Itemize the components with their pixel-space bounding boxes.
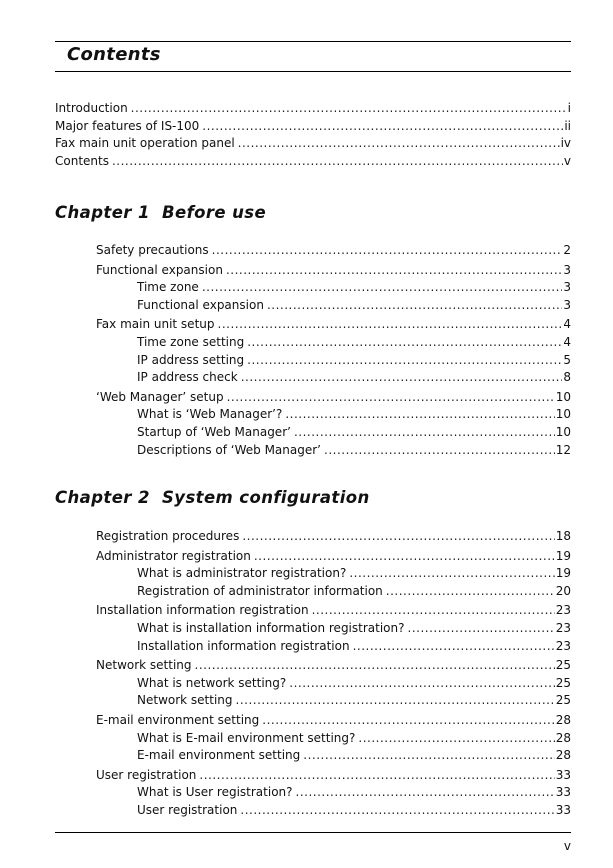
toc-entry-label: Major features of IS-100 xyxy=(55,118,200,133)
toc-entry[interactable] xyxy=(55,638,571,656)
toc-entry-page: 33 xyxy=(555,802,571,817)
toc-entry-page: 25 xyxy=(555,675,571,690)
toc-entry-page: 25 xyxy=(555,658,571,673)
toc-entry[interactable] xyxy=(55,442,571,460)
toc-entry-label: Network setting xyxy=(137,693,233,708)
bottom-rule xyxy=(55,832,571,833)
toc-entry[interactable] xyxy=(55,424,571,442)
chapter-2-number: Chapter 2 xyxy=(55,488,150,507)
toc-entry[interactable] xyxy=(55,675,571,693)
dot-leader xyxy=(353,638,555,656)
toc-entry-page: 28 xyxy=(555,712,571,727)
toc-entry-label: Startup of ‘Web Manager’ xyxy=(137,424,291,439)
toc-entry-label: What is network setting? xyxy=(137,675,287,690)
toc-entry-label: IP address setting xyxy=(137,352,245,367)
title-underline xyxy=(55,71,571,72)
toc-entry-page: 23 xyxy=(555,620,571,635)
toc-entry-page: 33 xyxy=(555,767,571,782)
toc-entry[interactable] xyxy=(55,712,571,730)
dot-leader xyxy=(112,153,563,171)
toc-entry-page: 2 xyxy=(563,243,571,257)
dot-leader xyxy=(289,675,554,693)
toc-entry-label: Administrator registration xyxy=(96,548,251,563)
toc-entry[interactable] xyxy=(55,620,571,638)
toc-entry-label: Introduction xyxy=(55,101,128,115)
toc-entry[interactable] xyxy=(55,692,571,710)
dot-leader xyxy=(408,620,555,638)
toc-entry[interactable] xyxy=(55,135,571,153)
toc-entry[interactable] xyxy=(55,406,571,424)
toc-entry-page: 8 xyxy=(563,370,571,385)
toc-entry-page: 5 xyxy=(563,352,571,367)
dot-leader xyxy=(349,565,554,583)
toc-entry-label: ‘Web Manager’ setup xyxy=(96,389,224,404)
toc-entry-label: What is installation information registration? xyxy=(137,620,405,635)
dot-leader xyxy=(242,528,554,546)
chapter-1-number: Chapter 1 xyxy=(55,203,150,222)
dot-leader xyxy=(267,297,562,315)
toc-entry-label: Fax main unit setup xyxy=(96,317,215,332)
dot-leader xyxy=(195,657,555,675)
dot-leader xyxy=(254,548,555,566)
toc-entry[interactable] xyxy=(55,389,571,407)
dot-leader xyxy=(227,389,555,407)
front-matter-list xyxy=(55,100,571,170)
toc-entry-label: Functional expansion xyxy=(96,262,223,277)
dot-leader xyxy=(241,369,563,387)
toc-entry-page: 23 xyxy=(555,638,571,653)
top-rule xyxy=(55,41,571,42)
toc-entry[interactable] xyxy=(55,802,571,820)
toc-entry-page: iv xyxy=(560,136,571,151)
toc-entry[interactable] xyxy=(55,747,571,765)
toc-entry-label: Network setting xyxy=(96,658,192,673)
toc-entry-label: Fax main unit operation panel xyxy=(55,136,235,151)
toc-entry-page: 10 xyxy=(555,424,571,439)
toc-entry[interactable] xyxy=(55,242,571,260)
toc-entry-page: ii xyxy=(564,118,571,133)
toc-entry-label: Contents xyxy=(55,153,109,168)
toc-entry-page: 28 xyxy=(555,748,571,763)
toc-entry[interactable] xyxy=(55,528,571,546)
dot-leader xyxy=(236,692,555,710)
toc-entry[interactable] xyxy=(55,602,571,620)
toc-entry-page: 18 xyxy=(555,529,571,543)
toc-entry[interactable] xyxy=(55,334,571,352)
chapter-2-title: System configuration xyxy=(162,488,370,507)
toc-entry-page: 19 xyxy=(555,566,571,581)
toc-entry-label: User registration xyxy=(137,802,238,817)
toc-entry[interactable] xyxy=(55,118,571,136)
toc-entry[interactable] xyxy=(55,784,571,802)
toc-entry-page: v xyxy=(563,153,571,168)
toc-entry[interactable] xyxy=(55,548,571,566)
dot-leader xyxy=(285,406,554,424)
toc-entry[interactable] xyxy=(55,352,571,370)
toc-entry-label: User registration xyxy=(96,767,197,782)
toc-entry-page: 3 xyxy=(563,280,571,295)
page-title: Contents xyxy=(67,44,161,65)
dot-leader xyxy=(247,334,562,352)
toc-entry[interactable] xyxy=(55,369,571,387)
chapter-1-toc xyxy=(55,242,571,459)
toc-entry-label: Descriptions of ‘Web Manager’ xyxy=(137,442,321,457)
dot-leader xyxy=(358,730,554,748)
chapter-2-toc xyxy=(55,528,571,820)
chapter-2-heading xyxy=(55,488,370,507)
toc-entry-page: 19 xyxy=(555,548,571,563)
page-number: v xyxy=(563,839,571,853)
toc-entry-page: 23 xyxy=(555,603,571,618)
toc-entry[interactable] xyxy=(55,297,571,315)
dot-leader xyxy=(238,135,560,153)
dot-leader xyxy=(247,352,562,370)
dot-leader xyxy=(303,747,554,765)
toc-entry-page: 10 xyxy=(555,407,571,422)
toc-entry[interactable] xyxy=(55,153,571,171)
toc-entry-label: Safety precautions xyxy=(96,243,209,257)
toc-entry-page: 10 xyxy=(555,389,571,404)
toc-entry-label: What is administrator registration? xyxy=(137,566,347,581)
toc-entry[interactable] xyxy=(55,100,571,118)
dot-leader xyxy=(262,712,554,730)
dot-leader xyxy=(312,602,555,620)
toc-entry-page: i xyxy=(567,101,571,115)
toc-entry-page: 25 xyxy=(555,693,571,708)
dot-leader xyxy=(226,262,562,280)
toc-entry[interactable] xyxy=(55,279,571,297)
toc-entry-page: 20 xyxy=(555,583,571,598)
dot-leader xyxy=(386,583,555,601)
toc-entry[interactable] xyxy=(55,565,571,583)
toc-entry-page: 33 xyxy=(555,785,571,800)
toc-entry-label: Registration procedures xyxy=(96,529,240,543)
toc-entry-page: 3 xyxy=(563,262,571,277)
toc-entry[interactable] xyxy=(55,316,571,334)
toc-entry-label: What is ‘Web Manager’? xyxy=(137,407,283,422)
toc-entry-label: E-mail environment setting xyxy=(96,712,260,727)
chapter-1-title: Before use xyxy=(162,203,267,222)
toc-entry-page: 4 xyxy=(563,334,571,349)
toc-entry-label: What is User registration? xyxy=(137,785,293,800)
dot-leader xyxy=(324,442,555,460)
dot-leader xyxy=(199,767,554,785)
toc-entry-label: E-mail environment setting xyxy=(137,748,301,763)
toc-entry-label: What is E-mail environment setting? xyxy=(137,730,356,745)
dot-leader xyxy=(202,118,563,136)
dot-leader xyxy=(296,784,555,802)
toc-entry-label: Functional expansion xyxy=(137,297,264,312)
toc-entry[interactable] xyxy=(55,730,571,748)
toc-entry-label: Time zone setting xyxy=(137,334,245,349)
toc-entry-label: Installation information registration xyxy=(96,603,309,618)
toc-entry[interactable] xyxy=(55,262,571,280)
chapter-1-heading xyxy=(55,203,266,222)
toc-entry-page: 3 xyxy=(563,297,571,312)
toc-entry-label: Registration of administrator information xyxy=(137,583,383,598)
dot-leader xyxy=(212,242,563,260)
toc-entry-page: 28 xyxy=(555,730,571,745)
dot-leader xyxy=(294,424,555,442)
toc-entry-label: Time zone xyxy=(137,280,199,295)
toc-entry-label: IP address check xyxy=(137,370,238,385)
toc-entry-label: Installation information registration xyxy=(137,638,350,653)
toc-entry[interactable] xyxy=(55,657,571,675)
dot-leader xyxy=(218,316,563,334)
dot-leader xyxy=(240,802,554,820)
toc-entry[interactable] xyxy=(55,583,571,601)
dot-leader xyxy=(131,100,567,118)
toc-entry-page: 4 xyxy=(563,317,571,332)
toc-entry-page: 12 xyxy=(555,442,571,457)
toc-entry[interactable] xyxy=(55,767,571,785)
dot-leader xyxy=(202,279,563,297)
